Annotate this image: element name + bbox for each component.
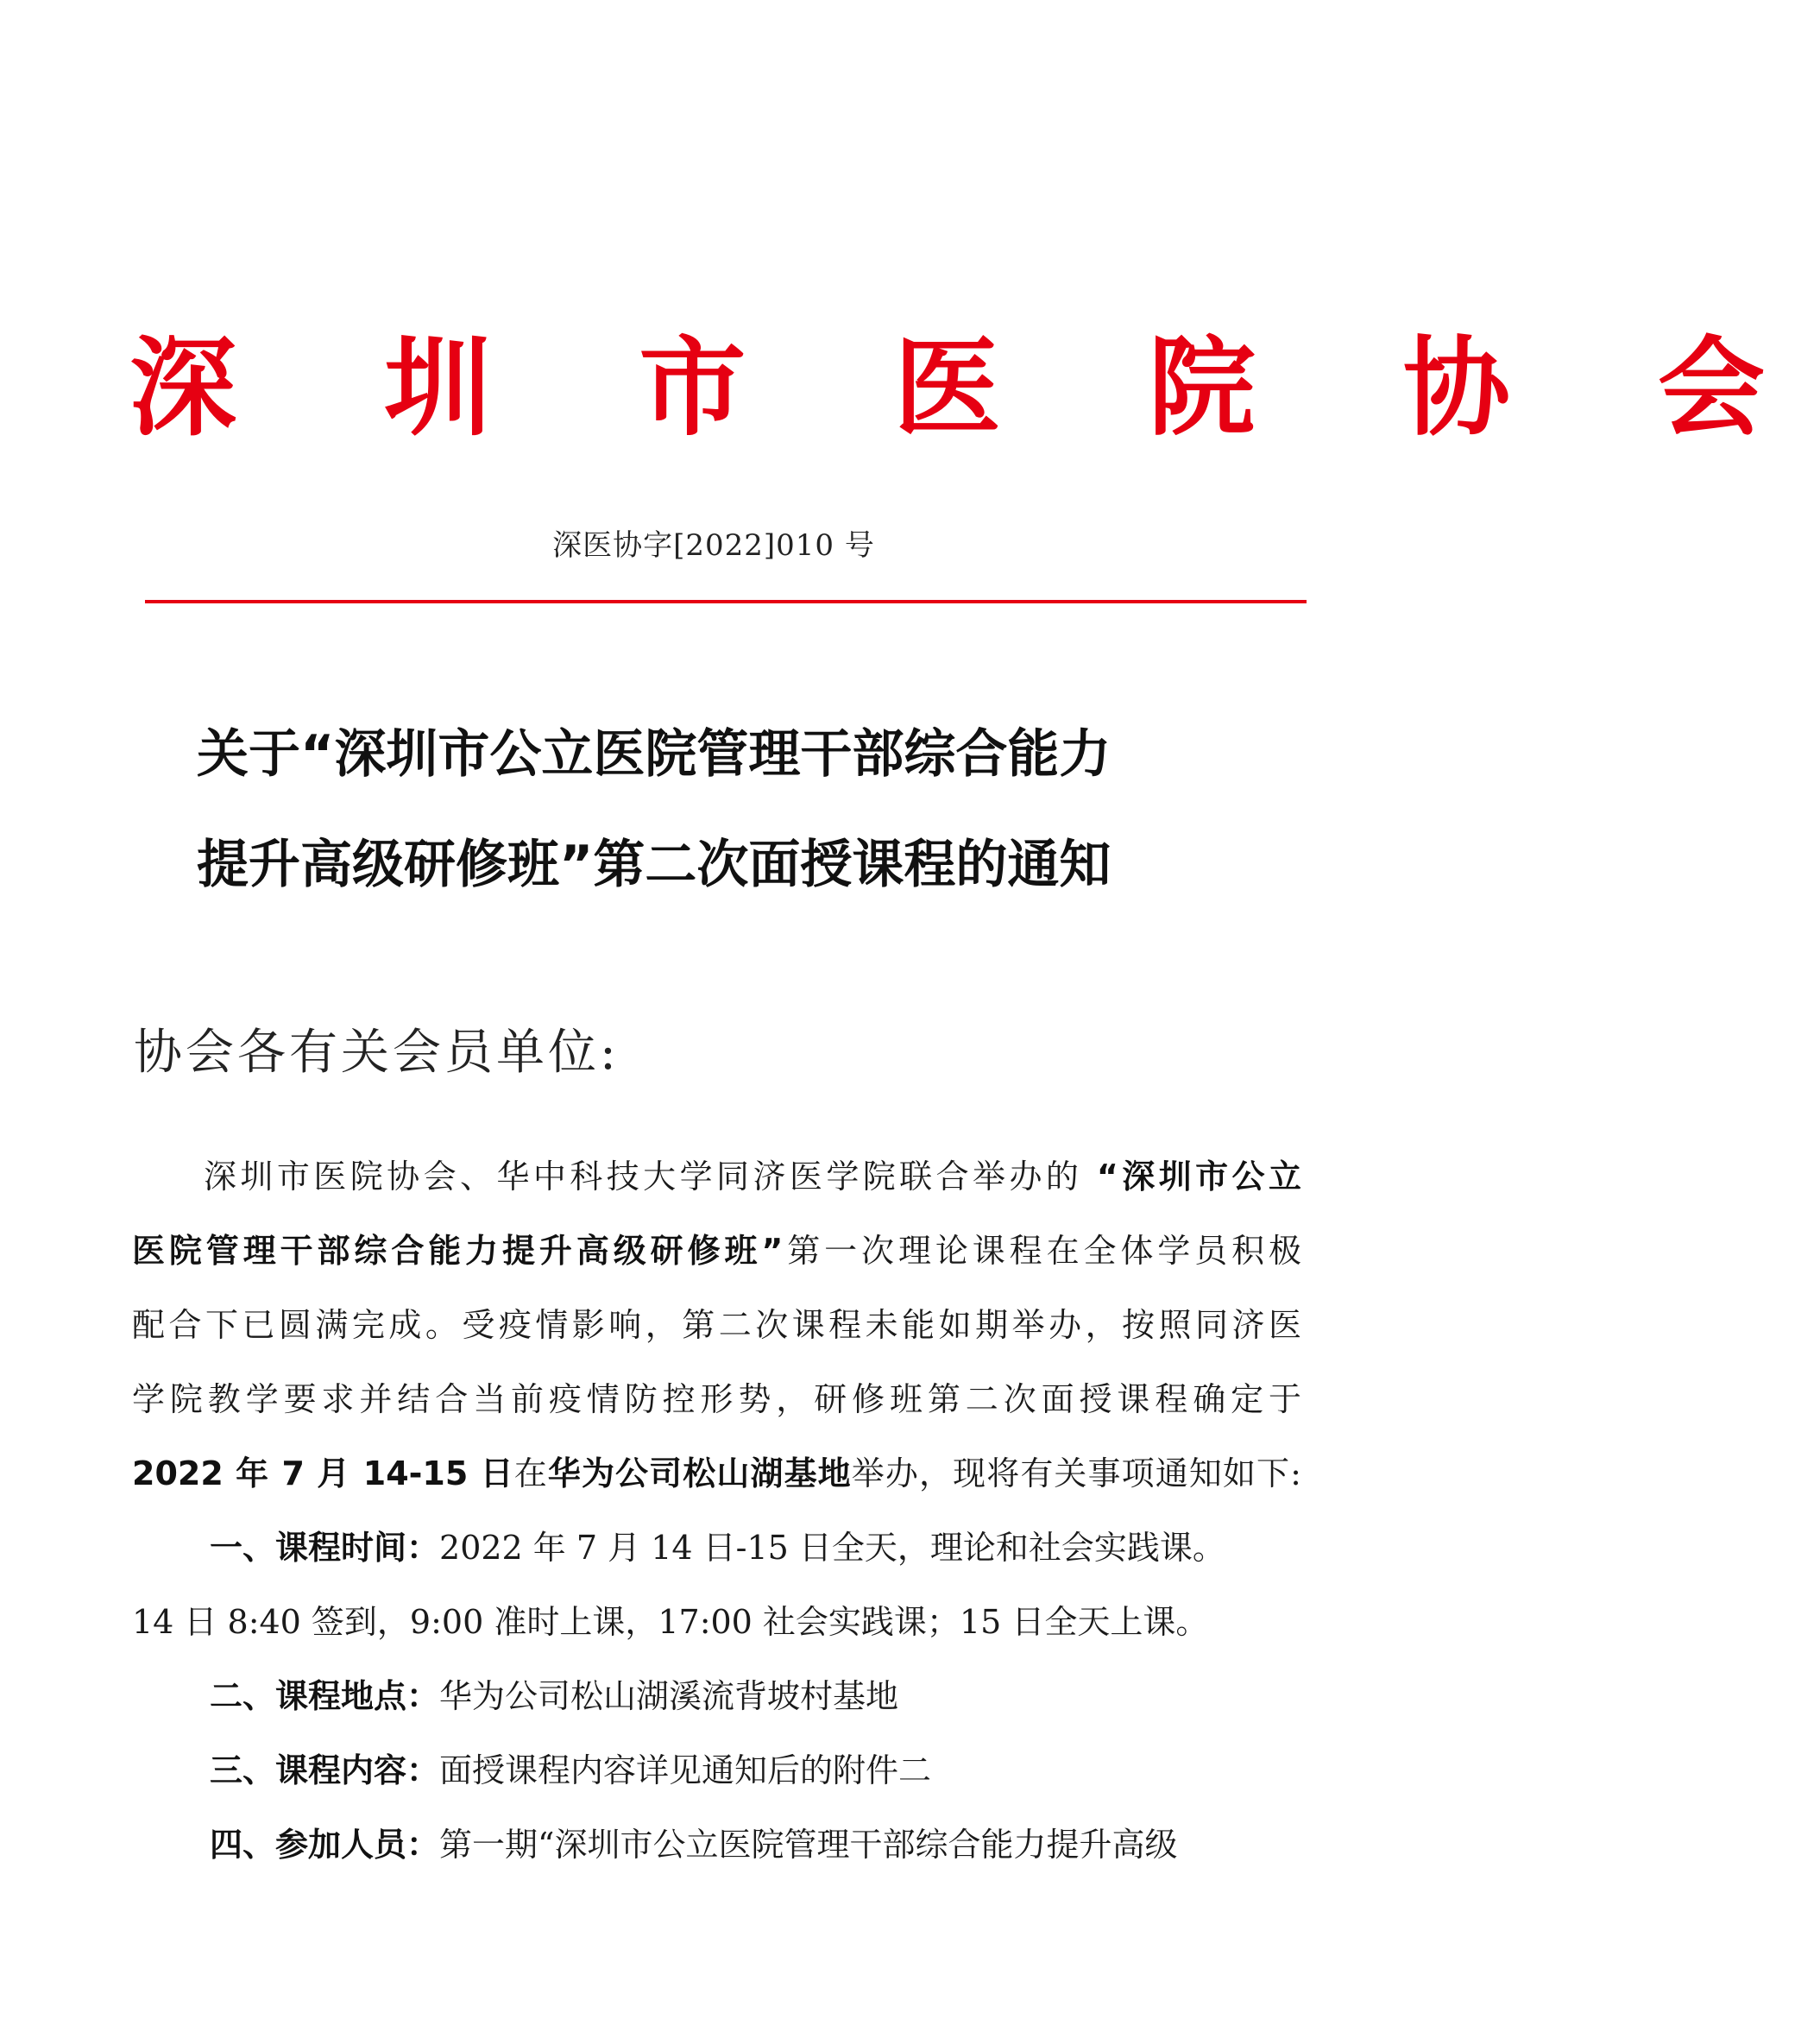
body-line-3: 配合下已圆满完成。受疫情影响，第二次课程未能如期举办，按照同济医 — [132, 1306, 1301, 1344]
body-line-1 — [132, 1152, 1301, 1201]
body-line-5 — [132, 1449, 1301, 1498]
salutation: 协会各有关会员单位: — [134, 1025, 620, 1081]
notice-title-line-1: 关于“深圳市公立医院管理干部综合能力 — [197, 724, 1112, 785]
body-text: 举办，现将有关事项通知如下: — [851, 1454, 1301, 1492]
course-name-bold: 医院管理干部综合能力提升高级研修班” — [132, 1232, 784, 1270]
item-text: 第一期“深圳市公立医院管理干部综合能力提升高级 — [439, 1826, 1178, 1864]
item-course-content — [132, 1746, 1301, 1795]
red-divider-line — [145, 600, 1307, 603]
item-label: 二、课程地点： — [210, 1677, 440, 1715]
course-date-bold: 2022 年 7 月 14-15 日 — [132, 1454, 514, 1492]
body-line-4: 学院教学要求并结合当前疫情防控形势，研修班第二次面授课程确定于 — [132, 1380, 1301, 1418]
document-number: 深医协字[2022]010 号 — [552, 528, 875, 563]
item-course-time-continued: 14 日 8:40 签到，9:00 准时上课，17:00 社会实践课；15 日全天上课。 — [132, 1603, 1209, 1641]
body-line-2 — [132, 1227, 1301, 1275]
issuer-masthead: 深 圳 市 医 院 协 会 — [129, 326, 1820, 451]
item-label: 三、课程内容： — [210, 1751, 440, 1789]
item-label: 四、参加人员： — [210, 1826, 440, 1864]
item-text: 华为公司松山湖溪流背坡村基地 — [439, 1677, 899, 1715]
notice-title-line-2: 提升高级研修班”第二次面授课程的通知 — [197, 835, 1112, 895]
body-text: 第一次理论课程在全体学员积极 — [783, 1232, 1301, 1270]
item-text: 2022 年 7 月 14 日-15 日全天，理论和社会实践课。 — [439, 1529, 1225, 1567]
course-name-bold: “深圳市公立 — [1096, 1158, 1301, 1196]
body-text: 在 — [513, 1454, 548, 1492]
body-text: 深圳市医院协会、华中科技大学同济医学院联合举办的 — [204, 1158, 1097, 1196]
item-course-time — [132, 1524, 1301, 1572]
item-participants — [132, 1820, 1301, 1869]
course-venue-bold: 华为公司松山湖基地 — [547, 1454, 852, 1492]
item-text: 面授课程内容详见通知后的附件二 — [439, 1751, 932, 1789]
item-course-location — [132, 1672, 1301, 1720]
item-label: 一、课程时间： — [210, 1529, 440, 1567]
